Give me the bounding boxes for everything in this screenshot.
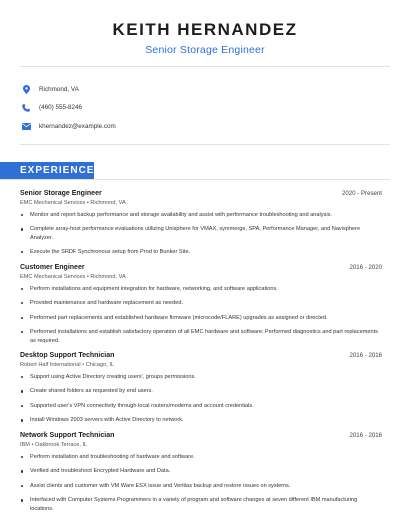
job-bullet: Performed installations and establish satisfactory operation of all EMC hardware and software; Performed diagnostics and part replacements as required. xyxy=(20,328,382,345)
job-dates: 2016 - 2020 xyxy=(349,263,382,271)
job-bullet: Execute the SRDF Synchronous setup from Prod to Bunker Site. xyxy=(20,248,382,256)
job-bullet: Provided maintenance and hardware replacement as needed. xyxy=(20,299,382,307)
job-bullet: Support using Active Directory creating users', groups permissions. xyxy=(20,373,382,381)
job-title: Desktop Support Technician xyxy=(20,351,115,359)
contact-phone-text: (460) 555-8246 xyxy=(39,104,83,112)
job-bullets xyxy=(20,211,382,257)
job-title: Customer Engineer xyxy=(20,263,85,271)
job-dates: 2020 - Present xyxy=(342,190,382,197)
resume-header xyxy=(0,0,410,56)
job-company: EMC Mechanical Services • Richmond, VA xyxy=(20,200,126,206)
job-dates: 2016 - 2016 xyxy=(349,351,382,359)
job-company: Robert Half International • Chicago, IL xyxy=(20,361,114,368)
job-company: IBM • Oakbrook Terrace, IL xyxy=(20,441,88,448)
job-bullet: Assist clients and customer with VM Ware ESX issue and Veritias backup and restore issues on systems. xyxy=(20,482,382,490)
job-entry xyxy=(20,431,382,513)
experience-section-heading: EXPERIENCE xyxy=(0,162,94,179)
contact-divider xyxy=(20,144,390,145)
job-bullet: Supported user's VPN connectivity through local routers/modems and account credentials. xyxy=(20,402,382,410)
candidate-title: Senior Storage Engineer xyxy=(145,44,265,56)
job-title: Network Support Technician xyxy=(20,431,115,439)
contact-location xyxy=(21,80,391,99)
location-pin-icon xyxy=(21,84,31,94)
job-bullet: Verified and troubleshoot Encrypted Hardware and Data. xyxy=(20,467,382,475)
job-entry xyxy=(20,189,382,257)
contact-email-text: khernandez@example.com xyxy=(39,122,116,130)
contact-location-text: Richmond, VA xyxy=(39,85,79,93)
job-bullet: Perform installation and troubleshooting of hardware and software. xyxy=(20,453,382,461)
job-bullet: Perform installations and equipment integration for hardware, networking, and software applications. xyxy=(20,285,382,293)
job-company: EMC Mechanical Services • Richmond, VA xyxy=(20,273,126,280)
candidate-name: KEITH HERNANDEZ xyxy=(112,20,298,39)
job-bullet: Create shared folders as requested by end users. xyxy=(20,387,382,395)
job-bullets xyxy=(20,453,382,513)
contact-list xyxy=(21,80,391,136)
section-underline xyxy=(0,179,390,180)
job-bullet: Complete array-host performance evaluations utilizing Unisphere for VMAX, symmerge, SPA, Performance Manager, and Navisphere Analyzer. xyxy=(20,225,382,242)
job-dates: 2016 - 2016 xyxy=(349,431,382,439)
contact-email xyxy=(21,117,391,136)
email-icon xyxy=(21,121,31,131)
header-divider xyxy=(20,66,390,67)
experience-list xyxy=(20,189,382,519)
job-bullet: Performed part replacements and established hardware firmware (microcode/FLARE) upgrades as assigned or directed. xyxy=(20,314,382,322)
job-bullets xyxy=(20,373,382,425)
job-entry xyxy=(20,351,382,425)
job-bullet: Install Windows 2003 servers with Active Directory to network. xyxy=(20,416,382,424)
job-title: Senior Storage Engineer xyxy=(20,190,102,197)
phone-icon xyxy=(21,103,31,113)
job-bullet: Interfaced with Computer Systems Programmers in a variety of program and software changes at seven different IBM manufacturing locations. xyxy=(20,496,382,513)
job-entry xyxy=(20,263,382,345)
job-bullet: Monitor and report backup performance and storage availability and assist with performance troubleshooting and analysis. xyxy=(20,211,382,219)
contact-phone xyxy=(21,99,391,118)
job-bullets xyxy=(20,285,382,345)
